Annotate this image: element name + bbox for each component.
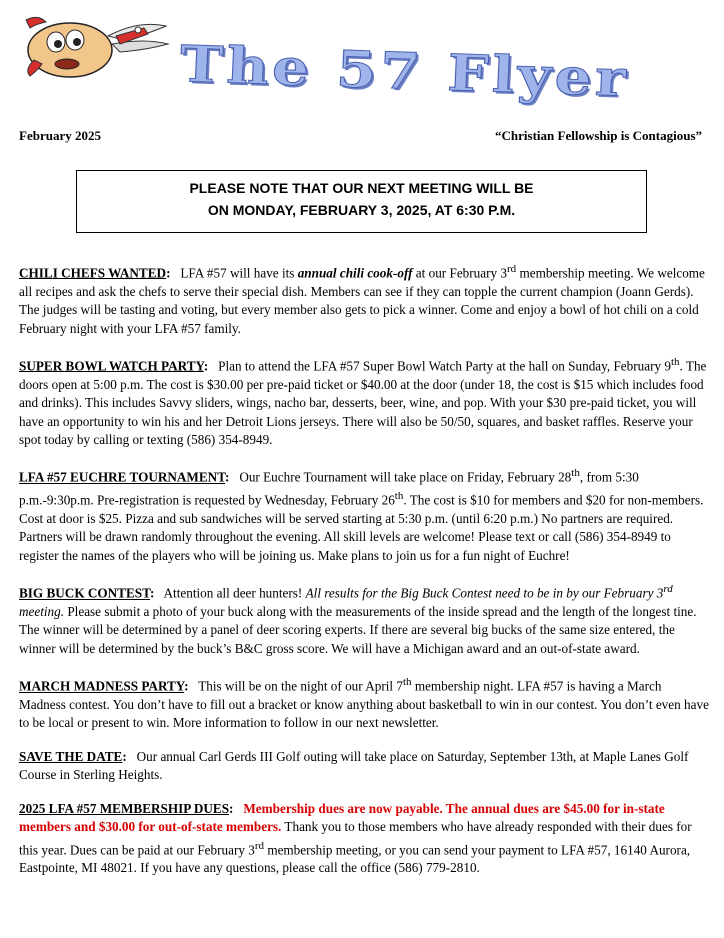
section-text: membership night. LFA #57 is having a March Madness contest. You don’t have to fill out a bracket or know anything about basketball to win in our contest. You don’t even have to be local or present to win. More information to follow in our next newsletter.: [19, 678, 709, 731]
section-text: Thank you to those members who have already responded with their dues for this year. Dues can be paid at our February 3: [19, 819, 692, 857]
section-heading: LFA #57 EUCHRE TOURNAMENT: [19, 469, 226, 485]
section-text: LFA #57 will have its: [180, 265, 298, 281]
section-heading: BIG BUCK CONTEST: [19, 585, 150, 601]
section-heading: MARCH MADNESS PARTY: [19, 678, 185, 694]
issue-date: February 2025: [19, 128, 101, 143]
section-text: . The cost is $10 for members and $20 for non-members. Cost at door is $25. Pizza and sub sandwiches will be served starting at 5:30 p.m. (until 6:20 p.m.) No partners are required. Partners will be drawn randomly throughout the evening. All skill levels are welcome! Please text or call (586) 354-8949 to register the names of the players who will be joining us. Make plans to join us for a fun night of Euchre!: [19, 492, 704, 563]
chili-section: CHILI CHEFS WANTED: LFA #57 will have its annual chili cook-off at our February 3rd membership meeting. We welcome all recipes and ask the chefs to serve their special dish. Members can see if they can topple the current champion (Joann Gerds). The judges will be tasting and voting, but every member also gets to pick a winner. Come and enjoy a bowl of hot chili on a cold February night with your LFA #57 family.: [19, 263, 705, 336]
ordinal-suffix: th: [571, 467, 580, 480]
ordinal-suffix: th: [402, 676, 412, 689]
section-heading: SUPER BOWL WATCH PARTY: [19, 358, 204, 374]
highlight-text: annual chili cook-off: [297, 265, 413, 281]
notice-line-1: PLEASE NOTE THAT OUR NEXT MEETING WILL BE: [189, 180, 534, 196]
section-text: Attention all deer hunters!: [163, 585, 306, 601]
section-heading: CHILI CHEFS WANTED: [19, 265, 167, 281]
meeting-notice-box: [76, 170, 647, 233]
save-the-date-section: SAVE THE DATE: Our annual Carl Gerds III Golf outing will take place on Saturday, September 13th, at Maple Lanes Golf Course in Sterling Heights.: [19, 748, 689, 783]
section-heading: 2025 LFA #57 MEMBERSHIP DUES: [19, 800, 230, 816]
newsletter-body: [19, 260, 709, 893]
section-text: Plan to attend the LFA #57 Super Bowl Watch Party at the hall on Sunday, February 9: [218, 358, 671, 374]
ordinal-suffix: rd: [663, 583, 673, 596]
section-text: Our Euchre Tournament will take place on Friday, February 28: [239, 469, 572, 485]
section-heading: SAVE THE DATE: [19, 748, 123, 764]
ordinal-suffix: th: [394, 490, 404, 503]
italic-text: meeting.: [19, 604, 65, 620]
newsletter-title: The 57 Flyer: [178, 34, 631, 108]
winged-ball-mascot-icon: [20, 14, 170, 80]
section-text: membership meeting, or you can send your payment to LFA #57, 16140 Aurora, Eastpointe, MI 48021. If you have any questions, please call the office (586) 779-2810.: [19, 841, 691, 876]
dues-highlight-text: Membership dues are now payable. The annual dues are $45.00 for in-state members and $30.00 for out-of-state members.: [19, 800, 665, 835]
superbowl-section: SUPER BOWL WATCH PARTY: Plan to attend the LFA #57 Super Bowl Watch Party at the hall on Sunday, February 9th. The doors open at 5:00 p.m. The cost is $30.00 per pre-paid ticket or $40.00 at the door (under 18, the cost is $15 which includes food and drinks). This includes Savvy sliders, wings, nacho bar, desserts, beer, wine, and pop. With your $30 pre-paid ticket, you will have an opportunity to win his and her Detroit Lions jerseys. There will also be 50/50, squares, and basket raffles. Reserve your spot today by calling or texting (586) 354-8949.: [19, 356, 707, 448]
section-text: Our annual Carl Gerds III Golf outing will take place on Saturday, September 13th, at Maple Lanes Golf Course in Sterling Heights.: [19, 748, 689, 783]
section-text: at our February 3: [412, 265, 507, 281]
section-text: Please submit a photo of your buck along with the measurements of the inside spread and the length of the longest tine. The winner will be determined by a panel of deer scoring experts. If there are several big bucks of the same size entered, the winner will be determined by the buck’s B&C gross score. We will have a Michigan award and an out-of-state award.: [19, 604, 697, 656]
section-text: . The doors open at 5:00 p.m. The cost is $30.00 per pre-paid ticket or $40.00 at the door (under 18, the cost is $15 which includes food and drinks). This includes Savvy sliders, wings, nacho bar, desserts, beer, wine, and pop. With your $30 pre-paid ticket, you will have an opportunity to win his and her Detroit Lions jerseys. There will also be 50/50, squares, and basket raffles. Reserve your spot today by calling or texting (586) 354-8949.: [19, 358, 707, 448]
section-text: membership meeting. We welcome all recipes and ask the chefs to serve their special dish. Members can see if they can topple the current champion (Joann Gerds). The judges will be tasting and voting, but every member also gets to pick a winner. Come and enjoy a bowl of hot chili on a cold February night with your LFA #57 family.: [19, 265, 705, 336]
ordinal-suffix: rd: [254, 839, 265, 852]
membership-dues-section: 2025 LFA #57 MEMBERSHIP DUES: Membership dues are now payable. The annual dues are $45.00 for in-state members and $30.00 for out-of-state members. Thank you to those members who have already responded with their dues for this year. Dues can be paid at our February 3rd membership meeting, or you can send your payment to LFA #57, 16140 Aurora, Eastpointe, MI 48021. If you have any questions, please call the office (586) 779-2810.: [19, 800, 692, 876]
ordinal-suffix: th: [670, 356, 680, 369]
section-text: , from 5:30 p.m.-9:30p.m. Pre-registration is requested by Wednesday, February 26: [19, 469, 639, 508]
march-madness-section: MARCH MADNESS PARTY: This will be on the night of our April 7th membership night. LFA #57 is having a March Madness contest. You don’t have to fill out a bracket or know anything about basketball to win in our contest. You don’t even have to be local or present to win. More information to follow in our next newsletter.: [19, 676, 709, 731]
euchre-section: LFA #57 EUCHRE TOURNAMENT: Our Euchre Tournament will take place on Friday, February 28th, from 5:30 p.m.-9:30p.m. Pre-registration is requested by Wednesday, February 26th. The cost is $10 for members and $20 for non-members. Cost at door is $25. Pizza and sub sandwiches will be served starting at 5:30 p.m. (until 6:20 p.m.) No partners are required. Partners will be drawn randomly throughout the evening. All skill levels are welcome! Please text or call (586) 354-8949 to register the names of the players who will be joining us. Make plans to join us for a fun night of Euchre!: [19, 467, 704, 563]
ordinal-suffix: rd: [506, 263, 517, 275]
notice-line-2: ON MONDAY, FEBRUARY 3, 2025, AT 6:30 P.M.: [207, 202, 516, 218]
big-buck-section: BIG BUCK CONTEST: Attention all deer hunters! All results for the Big Buck Contest need to be in by our February 3rd meeting. Please submit a photo of your buck along with the measurements of the inside spread and the length of the longest tine. The winner will be determined by a panel of deer scoring experts. If there are several big bucks of the same size entered, the winner will be determined by the buck’s B&C gross score. We will have a Michigan award and an out-of-state award.: [19, 583, 697, 656]
section-text: This will be on the night of our April 7: [198, 678, 403, 694]
italic-text: All results for the Big Buck Contest need to be in by our February 3: [305, 585, 664, 601]
motto: “Christian Fellowship is Contagious”: [495, 128, 702, 143]
